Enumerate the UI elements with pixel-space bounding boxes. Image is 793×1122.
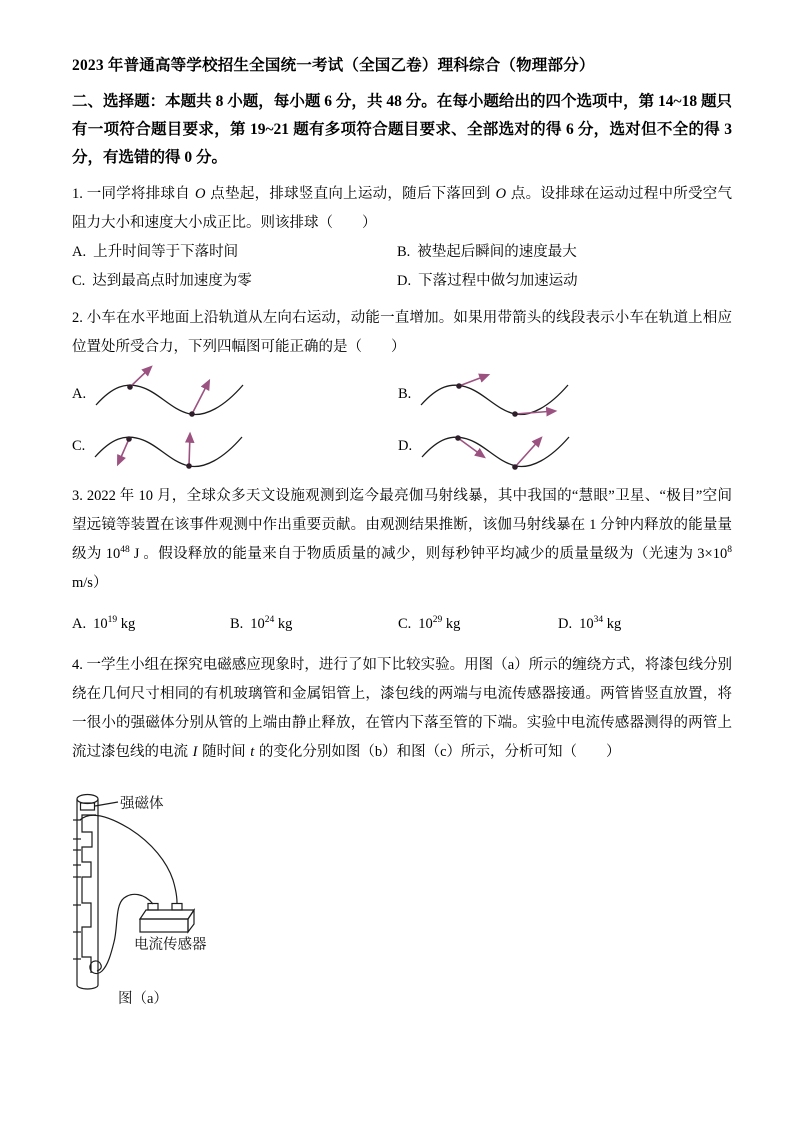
question-3-options [72,610,732,639]
option-label: A. [72,385,87,402]
position-dot [512,464,518,470]
option-text: $10^{19}$ kg [93,615,136,632]
position-dot [455,435,461,441]
question-1-options [72,238,732,296]
q3-option-C [398,610,558,639]
figure-a-caption: 图（a） [118,991,168,1007]
force-arrow [192,381,209,414]
option-text: $10^{34}$ kg [579,615,622,632]
option-label: D. [397,273,412,289]
option-label: C. [398,616,412,632]
position-dot [456,383,462,389]
wire-winding [82,815,96,973]
tube-drawing [77,795,98,990]
option-label: B. [398,385,412,402]
q1-option-C [72,267,397,296]
section-intro: 二、选择题：本题共 8 小题，每小题 6 分，共 48 分。在每小题给出的四个选项中，第 14~18 题只有一项符合题目要求，第 19~21 题有多项符合题目要求、全部选对的得 6 分，选对但不全的得 3 分，有选错的得 0 分。 [72,93,732,166]
current-sensor-label: 电流传感器 [134,937,207,953]
option-text: $10^{29}$ kg [418,615,461,632]
option-label: C. [72,273,86,289]
option-label: C. [72,437,86,454]
question-3-stem: 3. 2022 年 10 月，全球众多天文设施观测到迄今最亮伽马射线暴，其中我国的“慧眼”卫星、“极目”空间望远镜等装置在该事件观测中作出重要贡献。由观测结果推断，该伽马射线暴在 1 分钟内释放的能量量级为 $10^{48}$ J 。假设释放的能量来自于物质质量的减少，则每秒钟平均减少的质量量级为（光速为 $3\times 10^8$ m/s） [72,488,732,591]
option-text: 下落过程中做匀加速运动 [418,273,578,289]
question-1-stem: 1. 一同学将排球自 O 点垫起，排球竖直向上运动，随后下落回到 O 点。设排球在运动过程中所受空气阻力大小和速度大小成正比。则该排球（ ） [72,186,733,231]
lead-wire-bottom [90,894,153,973]
track-curve-diagram [91,415,251,477]
option-label: D. [558,616,573,632]
page-title: 2023 年普通高等学校招生全国统一考试（全国乙卷）理科综合（物理部分） [72,57,595,74]
force-arrow [118,439,129,464]
option-label: D. [398,437,413,454]
exam-content [72,54,732,1012]
q3-option-B [230,610,398,639]
question-2-diagrams [72,368,732,472]
figure-a-apparatus [72,777,372,1012]
lead-wire-top [80,815,177,903]
option-label: B. [230,616,244,632]
question-2-stem: 2. 小车在水平地面上沿轨道从左向右运动，动能一直增加。如果用带箭头的线段表示小车在轨道上相应位置处所受合力，下列四幅图可能正确的是（ ） [72,310,732,355]
force-arrow [130,367,151,387]
q3-option-A [72,610,230,639]
position-dot [126,436,132,442]
position-dot [127,384,133,390]
q1-option-B [397,238,732,267]
option-label: A. [72,616,87,632]
position-dot [186,463,192,469]
force-arrow [189,434,190,466]
force-arrow [459,375,488,386]
option-label: A. [72,244,87,260]
current-sensor-box [140,904,194,933]
q1-option-A [72,238,397,267]
q2-diagram-B [398,368,732,420]
q1-option-D [397,267,732,296]
option-label: B. [397,244,411,260]
option-text: 达到最高点时加速度为零 [92,273,252,289]
magnet-label: 强磁体 [120,796,164,812]
option-text: 上升时间等于下落时间 [93,244,239,260]
q2-diagram-C [72,420,398,472]
q2-diagram-D [398,420,732,472]
question-4-stem: 4. 一学生小组在探究电磁感应现象时，进行了如下比较实验。用图（a）所示的缠绕方式，将漆包线分别绕在几何尺寸相同的有机玻璃管和金属铝管上，漆包线的两端与电流传感器接通。两管皆竖直放置，将一很小的强磁体分别从管的上端由静止释放，在管内下落至管的下端。实验中电流传感器测得的两管上流过漆包线的电流 I 随时间 t 的变化分别如图（b）和图（c）所示，分析可知（ ） [72,657,732,760]
option-text: $10^{24}$ kg [250,615,293,632]
track-curve-diagram [418,415,578,477]
option-text: 被垫起后瞬间的速度最大 [417,244,577,260]
q3-option-D [558,610,732,639]
q2-diagram-A [72,368,398,420]
